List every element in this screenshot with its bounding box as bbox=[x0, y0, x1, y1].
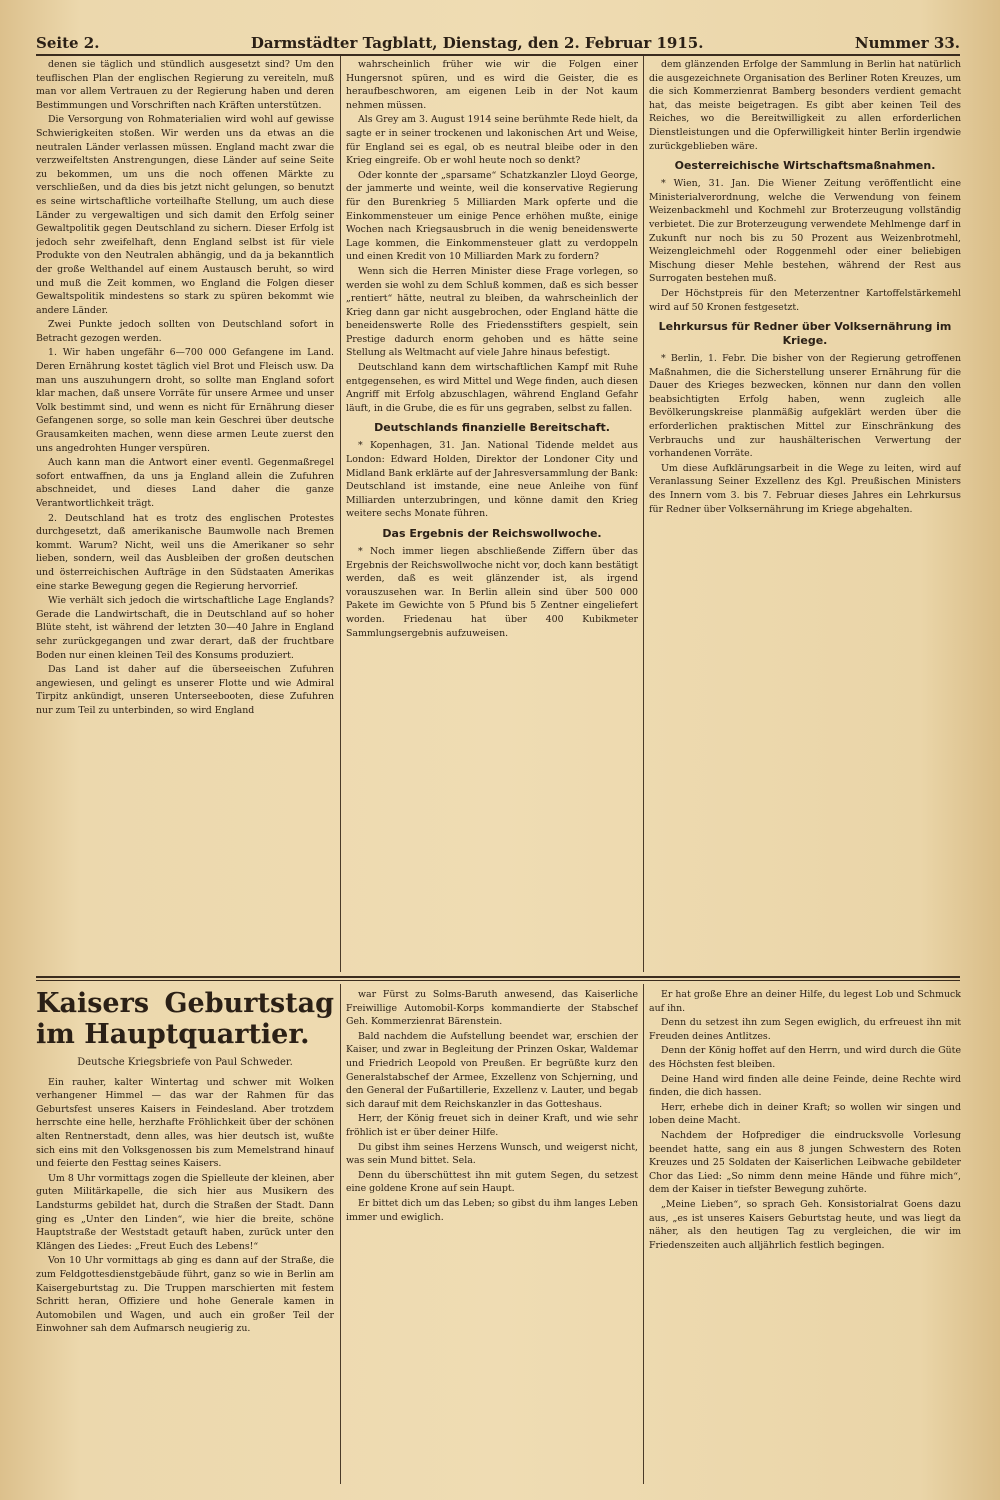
masthead-rule bbox=[36, 54, 960, 56]
paragraph: Als Grey am 3. August 1914 seine berühmte Rede hielt, da sagte er in seiner trockenen und lakonischen Art und Weise, für England sei es egal, ob es neutral bleibe oder in den Krieg eingreife. Ob er wohl heute noch so denkt? bbox=[346, 114, 638, 167]
paragraph: wahrscheinlich früher wie wir die Folgen einer Hungersnot spüren, und es wird die Geister, die es heraufbeschworen, am eigenen Leib in der Not kaum nehmen müssen. bbox=[346, 59, 638, 111]
paragraph: Die Versorgung von Rohmaterialien wird wohl auf gewisse Schwierigkeiten stoßen. Wir werden uns da etwas an die neutralen Länder verlassen müssen. England macht zwar die verzweifeltsten Anstrengungen, diese Länder auf seine Seite zu bekommen, um uns die noch offenen Märkte zu verschließen, und da dies bis jetzt nicht gelungen, so benutzt es seine wirtschaftliche vorteilhafte Stellung, um auch diese Länder zu vergewaltigen und sich damit den Erfolg seiner Gewaltpolitik gegen Deutschland zu sichern. Dieser Erfolg ist jedoch sehr zweifelhaft, denn England selbst ist für viele Produkte von den Neutralen abhängig, und da ja bekanntlich der große Welthandel auf einem Austausch beruht, so wird und muß die Zeit kommen, wo England die Folgen dieser Gewaltspolitik mindestens so stark zu spüren bekommt wie andere Länder. bbox=[36, 114, 334, 316]
paragraph: „Meine Lieben“, so sprach Geh. Konsistorialrat Goens dazu aus, „es ist unseres Kaisers Geburtstag heute, und was liegt da näher, als den heutigen Tag zu vergleichen, die wir im Friedenszeiten auch alljährlich festlich begingen. bbox=[649, 1198, 961, 1251]
feature-title: Kaisers Geburtstag im Hauptquartier. bbox=[36, 988, 334, 1050]
paragraph: Bald nachdem die Aufstellung beendet war, erschien der Kaiser, und zwar in Begleitung der Prinzen Oskar, Waldemar und Friedrich Leopold von Preußen. Er begrüßte kurz den Generalstabschef der Armee, Exzellenz von Schjerning, und den General der Fußartillerie, Exzellenz v. Lauter, und begab sich darauf mit dem Reichskanzler in das Gotteshaus. bbox=[346, 1030, 638, 1110]
paragraph: Er bittet dich um das Leben; so gibst du ihm langes Leben immer und ewiglich. bbox=[346, 1197, 638, 1223]
paragraph: Er hat große Ehre an deiner Hilfe, du legest Lob und Schmuck auf ihn. bbox=[649, 989, 961, 1014]
paragraph: 1. Wir haben ungefähr 6—700 000 Gefangene im Land. Deren Ernährung kostet täglich viel Brot und Fleisch usw. Da man uns auszuhungern droht, so sollte man England sofort klar machen, daß unsere Vorräte für unsere Armee und unser Volk bestimmt sind, und wenn es nicht für Ernährung dieser Gefangenen sorge, so solle man kein Geschrei über deutsche Grausamkeiten machen, wenn diese armen Leute zuerst den uns angedrohten Hunger verspüren. bbox=[36, 347, 334, 454]
paragraph: Denn du überschüttest ihn mit gutem Segen, du setzest eine goldene Krone auf sein Haupt. bbox=[346, 1169, 638, 1195]
paragraph: Von 10 Uhr vormittags ab ging es dann auf der Straße, die zum Feldgottesdienstgebäude führt, ganz so wie in Berlin am Kaisergeburtstag zu. Die Truppen marschierten mit festem Schritt heran, Offiziere und hohe Generale kamen in Automobilen und Wagen, und auch ein großer Teil der Einwohner sah dem Aufmarsch neugierig zu. bbox=[36, 1255, 334, 1335]
paragraph: Wie verhält sich jedoch die wirtschaftliche Lage Englands? Gerade die Landwirtschaft, die in Deutschland auf so hoher Blüte steht, ist während der letzten 30—40 Jahre in England sehr zurückgegangen und zwar derart, daß der fruchtbare Boden nur einen kleinen Teil des Konsums produziert. bbox=[36, 595, 334, 661]
paragraph: denen sie täglich und stündlich ausgesetzt sind? Um den teuflischen Plan der englischen Regierung zu vereiteln, muß man vor allem Vertrauen zu der Regierung haben und deren Bestimmungen und Vorschriften nach Kräften unterstützen. bbox=[36, 59, 334, 111]
paper-and-date: Darmstädter Tagblatt, Dienstag, den 2. Februar 1915. bbox=[250, 34, 704, 52]
section-rule bbox=[36, 980, 960, 981]
article-heading: Das Ergebnis der Reichswollwoche. bbox=[382, 527, 602, 540]
bottom-column-3 bbox=[649, 988, 961, 1484]
top-column-1 bbox=[36, 58, 334, 970]
page-label: Seite 2. bbox=[36, 34, 100, 52]
paragraph: Um diese Aufklärungsarbeit in die Wege zu leiten, wird auf Veranlassung Seiner Exzellenz des Kgl. Preußischen Ministers des Innern vom 3. bis 7. Februar dieses Jahres ein Lehrkursus für Redner über Volksernährung im Kriege abgehalten. bbox=[649, 462, 961, 515]
paragraph: * Berlin, 1. Febr. Die bisher von der Regierung getroffenen Maßnahmen, die die Sicherstellung unserer Ernährung für die Dauer des Krieges bezwecken, können nur dann den vollen beabsichtigten Erfolg haben, wenn zugleich alle Bevölkerungskreise planmäßig aufgeklärt werden über die erforderlichen praktischen Mittel zur Einschränkung des Verbrauchs und zur haushälterischen Verwertung der vorhandenen Vorräte. bbox=[649, 353, 961, 460]
paragraph: 2. Deutschland hat es trotz des englischen Protestes durchgesetzt, daß amerikanische Baumwolle nach Bremen kommt. Warum? Nicht, weil uns die Amerikaner so sehr lieben, sondern, weil das Ausbleiben der großen deutschen und österreichischen Aufträge in den Südstaaten Amerikas eine starke Bewegung gegen die Regierung hervorrief. bbox=[36, 512, 334, 592]
paragraph: Das Land ist daher auf die überseeischen Zufuhren angewiesen, und gelingt es unserer Flotte und wie Admiral Tirpitz ankündigt, unseren Unterseebooten, diese Zufuhren nur zum Teil zu unterbinden, so wird England bbox=[36, 664, 334, 716]
byline: Deutsche Kriegsbriefe von Paul Schweder. bbox=[77, 1057, 293, 1068]
paragraph: Herr, erhebe dich in deiner Kraft; so wollen wir singen und loben deine Macht. bbox=[649, 1101, 961, 1127]
article-heading: Oesterreichische Wirtschaftsmaßnahmen. bbox=[674, 159, 936, 173]
bottom-column-1 bbox=[36, 988, 334, 1484]
paragraph: war Fürst zu Solms-Baruth anwesend, das Kaiserliche Freiwillige Automobil-Korps kommandierte der Stabschef Geh. Kommerzienrat Bärenstein. bbox=[346, 989, 638, 1028]
paragraph: Denn du setzest ihn zum Segen ewiglich, du erfreuest ihn mit Freuden deines Antlitzes. bbox=[649, 1017, 961, 1042]
bottom-column-2 bbox=[346, 988, 638, 1484]
paragraph: Der Höchstpreis für den Meterzentner Kartoffelstärkemehl wird auf 50 Kronen festgesetzt. bbox=[649, 287, 961, 313]
paragraph: * Noch immer liegen abschließende Ziffern über das Ergebnis der Reichswollwoche nicht vor, doch kann bestätigt werden, daß es weit glänzender ist, als irgend vorauszusehen war. In Berlin allein sind über 500 000 Pakete im Gewichte von 5 Pfund bis 5 Zentner eingeliefert worden. Friedenau hat über 400 Kubikmeter Sammlungsergebnis aufzuweisen. bbox=[346, 546, 638, 639]
paragraph: Ein rauher, kalter Wintertag und schwer mit Wolken verhangener Himmel — das war der Rahmen für das Geburtsfest unseres Kaisers in Feindesland. Aber trotzdem herrschte eine helle, herzhafte Fröhlichkeit über der schönen alten Rentnerstadt, denn alles, was hier deutsch ist, wußte sich eins mit den Volksgenossen bis zum Memelstrand hinauf und feierte den Festtag seines Kaisers. bbox=[36, 1076, 334, 1170]
paragraph: * Kopenhagen, 31. Jan. National Tidende meldet aus London: Edward Holden, Direktor der Londoner City und Midland Bank erklärte auf der Jahresversammlung der Bank: Deutschland ist imstande, eine neue Anleihe von fünf Milliarden unterzubringen, und könne damit den Krieg weitere sechs Monate führen. bbox=[346, 440, 638, 520]
top-column-2 bbox=[346, 58, 638, 970]
paragraph: Auch kann man die Antwort einer eventl. Gegenmaßregel sofort entwaffnen, da uns ja England allein die Zufuhren abschneidet, und dieses Land daher die ganze Verantwortlichkeit trägt. bbox=[36, 457, 334, 509]
paragraph: dem glänzenden Erfolge der Sammlung in Berlin hat natürlich die ausgezeichnete Organisation des Berliner Roten Kreuzes, um die sich Kommerzienrat Bamberg besonders verdient gemacht hat, das meiste beigetragen. Es gibt aber keinen Teil des Reiches, wo die Bereitwilligkeit zu allen erforderlichen Dienstleistungen und die Opferwilligkeit hinter Berlin irgendwie zurückgeblieben wäre. bbox=[649, 59, 961, 152]
column-divider bbox=[340, 56, 341, 972]
issue-number: Nummer 33. bbox=[854, 34, 960, 52]
paragraph: Nachdem der Hofprediger die eindrucksvolle Vorlesung beendet hatte, sang ein aus 8 jungen Schwestern des Roten Kreuzes und 25 Soldaten der Kaiserlichen Leibwache gebildeter Chor das Lied: „So nimm denn meine Hände und führe mich“, dem der Kaiser in tiefster Bewegung zuhörte. bbox=[649, 1129, 961, 1196]
paragraph: * Wien, 31. Jan. Die Wiener Zeitung veröffentlicht eine Ministerialverordnung, welche die Verwendung von feinem Weizenbackmehl und Kochmehl zur Broterzeugung vollständig verbietet. Die zur Broterzeugung verwendete Mehlmenge darf in Zukunft nur noch bis zu 50 Prozent aus Weizenbrotmehl, Weizengleichmehl oder Roggenmehl oder einer beliebigen Mischung dieser Mehle bestehen, während der Rest aus Surrogaten bestehen muß. bbox=[649, 178, 961, 285]
column-divider bbox=[340, 984, 341, 1484]
paragraph: Wenn sich die Herren Minister diese Frage vorlegen, so werden sie wohl zu dem Schluß kommen, daß es sich besser „rentiert“ hätte, neutral zu bleiben, da wahrscheinlich der Krieg dann gar nicht ausgebrochen, oder England hätte die beneidenswerte Rolle des Friedensstifters gespielt, sein Prestige dadurch enorm gehoben und es hätte seine Stellung als Weltmacht auf viele Jahre hinaus befestigt. bbox=[346, 265, 638, 359]
paragraph: Zwei Punkte jedoch sollten von Deutschland sofort in Betracht gezogen werden. bbox=[36, 319, 334, 344]
column-divider bbox=[643, 984, 644, 1484]
paragraph: Deutschland kann dem wirtschaftlichen Kampf mit Ruhe entgegensehen, es wird Mittel und Wege finden, auch diesen Angriff mit Erfolg abzuschlagen, während England Gefahr läuft, in die Grube, die es für uns gegraben, selbst zu fallen. bbox=[346, 362, 638, 414]
paragraph: Oder konnte der „sparsame“ Schatzkanzler Lloyd George, der jammerte und weinte, weil die konservative Regierung für den Burenkrieg 5 Milliarden Mark opferte und die Einkommensteuer um einige Pence erhöhen mußte, einige Wochen nach Kriegsausbruch in die wenig beneidenswerte Lage kommen, die Einkommensteuer glatt zu verdoppeln und einen Kredit von 10 Milliarden Mark zu fordern? bbox=[346, 169, 638, 263]
paragraph: Um 8 Uhr vormittags zogen die Spielleute der kleinen, aber guten Militärkapelle, die sich hier aus Musikern des Landsturms gebildet hat, durch die Straßen der Stadt. Dann ging es „Unter den Linden“, wie hier die breite, schöne Hauptstraße der Weststadt getauft haben, zurück unter den Klängen des Liedes: „Freut Euch des Lebens!“ bbox=[36, 1172, 334, 1252]
paragraph: Herr, der König freuet sich in deiner Kraft, und wie sehr fröhlich ist er über deiner Hilfe. bbox=[346, 1113, 638, 1138]
article-heading: Deutschlands finanzielle Bereitschaft. bbox=[374, 421, 610, 435]
column-divider bbox=[643, 56, 644, 972]
paragraph: Deine Hand wird finden alle deine Feinde, deine Rechte wird finden, die dich hassen. bbox=[649, 1073, 961, 1099]
paragraph: Denn der König hoffet auf den Herrn, und wird durch die Güte des Höchsten fest bleiben. bbox=[649, 1045, 961, 1070]
top-column-3 bbox=[649, 58, 961, 970]
masthead bbox=[36, 30, 960, 52]
section-rule bbox=[36, 976, 960, 978]
paragraph: Du gibst ihm seines Herzens Wunsch, und weigerst nicht, was sein Mund bittet. Sela. bbox=[346, 1141, 638, 1167]
article-heading: Lehrkursus für Redner über Volksernährung im Kriege. bbox=[658, 320, 952, 348]
